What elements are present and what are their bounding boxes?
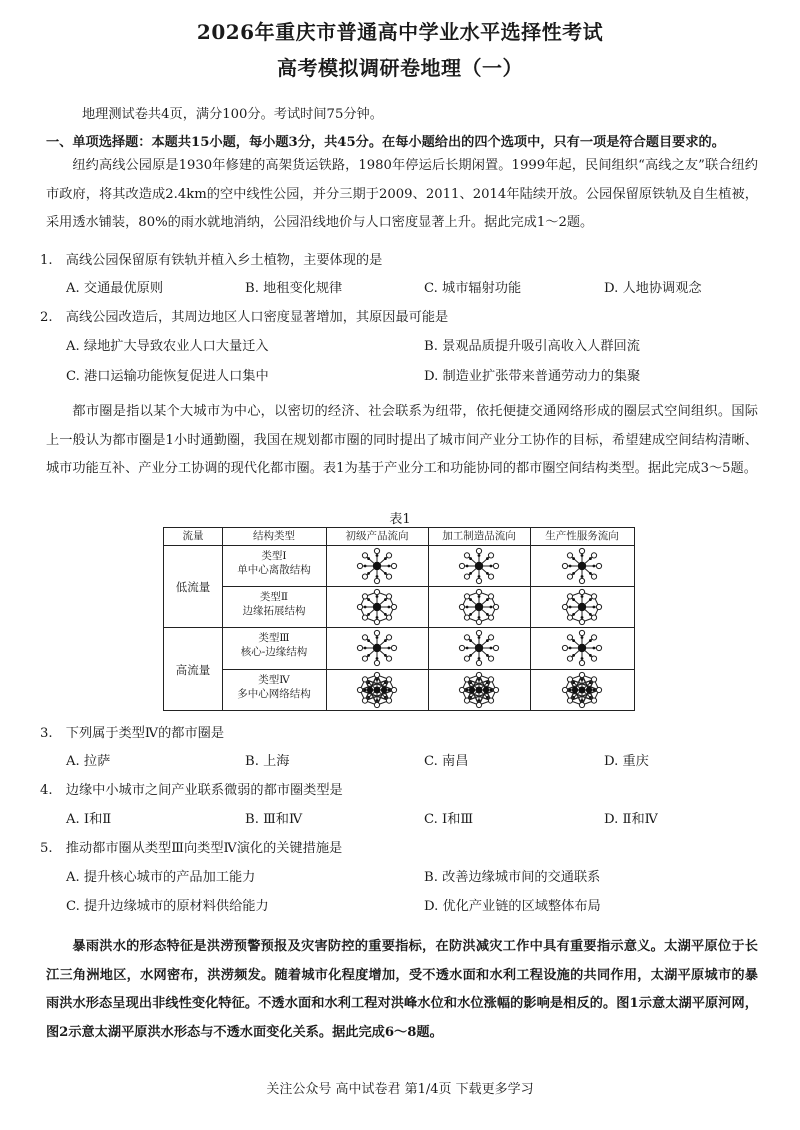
network-diagram (347, 547, 407, 585)
q2-option-b[interactable]: B. 景观品质提升吸引高收入人群回流 (424, 339, 640, 354)
section-heading: 一、单项选择题：本题共15小题，每小题3分，共45分。在每小题给出的四个选项中，只有一项是符合题目要求的。 (46, 135, 725, 150)
network-diagram (347, 629, 407, 667)
page-footer: 关注公众号 高中试卷君 第1/4页 下载更多学习 (266, 1082, 534, 1097)
material-1: 纽约高线公园原是1930年修建的高架货运铁路，1980年停运后长期闲置。1999年起，民间组织“高线之友”联合纽约市政府，将其改造成2.4km的空中线性公园，并分三期于2009、2011、2014年陆续开放。公园保留原铁轨及自生植被，采用透水铺装，80%的雨水就地消纳，公园沿线地价与人口密度显著上升。据此完成1～2题。 (46, 158, 758, 230)
question-2-stem: 2. 高线公园改造后，其周边地区人口密度显著增加，其原因最可能是 (40, 310, 449, 325)
question-5-stem: 5. 推动都市圈从类型Ⅲ向类型Ⅳ演化的关键措施是 (40, 841, 343, 856)
exam-title: 2026年重庆市普通高中学业水平选择性考试 (196, 20, 604, 44)
network-diagram (449, 547, 509, 585)
network-diagram (449, 629, 509, 667)
q1-option-d[interactable]: D. 人地协调观念 (604, 281, 702, 296)
q1-option-c[interactable]: C. 城市辐射功能 (424, 281, 522, 296)
q1-option-b[interactable]: B. 地租变化规律 (245, 281, 343, 296)
network-diagram (552, 547, 612, 585)
header-manufactured: 加工制造品流向 (442, 530, 516, 542)
network-diagram (347, 588, 407, 626)
question-4-stem: 4. 边缘中小城市之间产业联系微弱的都市圈类型是 (40, 783, 343, 798)
network-diagram (552, 588, 612, 626)
q4-option-c[interactable]: C. Ⅰ和Ⅲ (424, 812, 474, 827)
material-3: 暴雨洪水的形态特征是洪涝预警预报及灾害防控的重要指标，在防洪减灾工作中具有重要指示意义。太湖平原位于长江三角洲地区，水网密布，洪涝频发。随着城市化程度增加，受不透水面和水利工程设施的共同作用，太湖平原城市的暴雨洪水形态呈现出非线性变化特征。不透水面和水利工程对洪峰水位和水位涨幅的影响是相反的。图1示意太湖平原河网，图2示意太湖平原洪水形态与不透水面变化关系。据此完成6～8题。 (46, 939, 758, 1040)
question-1-stem: 1. 高线公园保留原有铁轨并植入乡土植物，主要体现的是 (40, 253, 383, 268)
network-diagram (449, 670, 509, 710)
q2-option-d[interactable]: D. 制造业扩张带来普通劳动力的集聚 (424, 369, 641, 384)
header-primary: 初级产品流向 (345, 530, 409, 542)
header-flow: 流量 (182, 530, 204, 542)
q5-option-c[interactable]: C. 提升边缘城市的原材料供给能力 (66, 899, 269, 914)
type-3-label: 类型Ⅲ 核心-边缘结构 (240, 632, 308, 658)
q4-option-d[interactable]: D. Ⅱ和Ⅳ (604, 812, 658, 827)
type-2-label: 类型Ⅱ 边缘拓展结构 (242, 591, 306, 617)
q3-option-b[interactable]: B. 上海 (245, 754, 290, 769)
network-diagram (449, 588, 509, 626)
exam-subtitle: 高考模拟调研卷地理（一） (277, 56, 523, 80)
header-service: 生产性服务流向 (545, 530, 619, 542)
q2-option-a[interactable]: A. 绿地扩大导致农业人口大量迁入 (66, 339, 269, 354)
flow-high-label: 高流量 (175, 663, 211, 677)
question-3-stem: 3. 下列属于类型Ⅳ的都市圈是 (40, 726, 225, 741)
structure-table (163, 527, 635, 711)
type-1-label: 类型Ⅰ 单中心离散结构 (237, 550, 311, 576)
network-diagram (552, 629, 612, 667)
q1-option-a[interactable]: A. 交通最优原则 (66, 281, 164, 296)
network-diagram (347, 670, 407, 710)
q5-option-d[interactable]: D. 优化产业链的区域整体布局 (424, 899, 601, 914)
q3-option-c[interactable]: C. 南昌 (424, 754, 469, 769)
table-caption: 表1 (389, 512, 411, 527)
network-diagram (552, 670, 612, 710)
q4-option-b[interactable]: B. Ⅲ和Ⅳ (245, 812, 303, 827)
q5-option-a[interactable]: A. 提升核心城市的产品加工能力 (66, 870, 256, 885)
header-type: 结构类型 (253, 530, 295, 542)
material-2: 都市圈是指以某个大城市为中心，以密切的经济、社会联系为纽带，依托便捷交通网络形成的圈层式空间组织。国际上一般认为都市圈是1小时通勤圈，我国在规划都市圈的同时提出了城市间产业分工协作的目标，希望建成空间结构清晰、城市功能互补、产业分工协调的现代化都市圈。表1为基于产业分工和功能协同的都市圈空间结构类型。据此完成3～5题。 (46, 404, 758, 476)
q3-option-d[interactable]: D. 重庆 (604, 754, 649, 769)
q4-option-a[interactable]: A. Ⅰ和Ⅱ (66, 812, 112, 827)
q2-option-c[interactable]: C. 港口运输功能恢复促进人口集中 (66, 369, 269, 384)
q5-option-b[interactable]: B. 改善边缘城市间的交通联系 (424, 870, 601, 885)
flow-low-label: 低流量 (175, 580, 211, 594)
q3-option-a[interactable]: A. 拉萨 (66, 754, 111, 769)
type-4-label: 类型Ⅳ 多中心网络结构 (237, 674, 311, 700)
exam-info: 地理测试卷共4页，满分100分。考试时间75分钟。 (82, 107, 383, 122)
